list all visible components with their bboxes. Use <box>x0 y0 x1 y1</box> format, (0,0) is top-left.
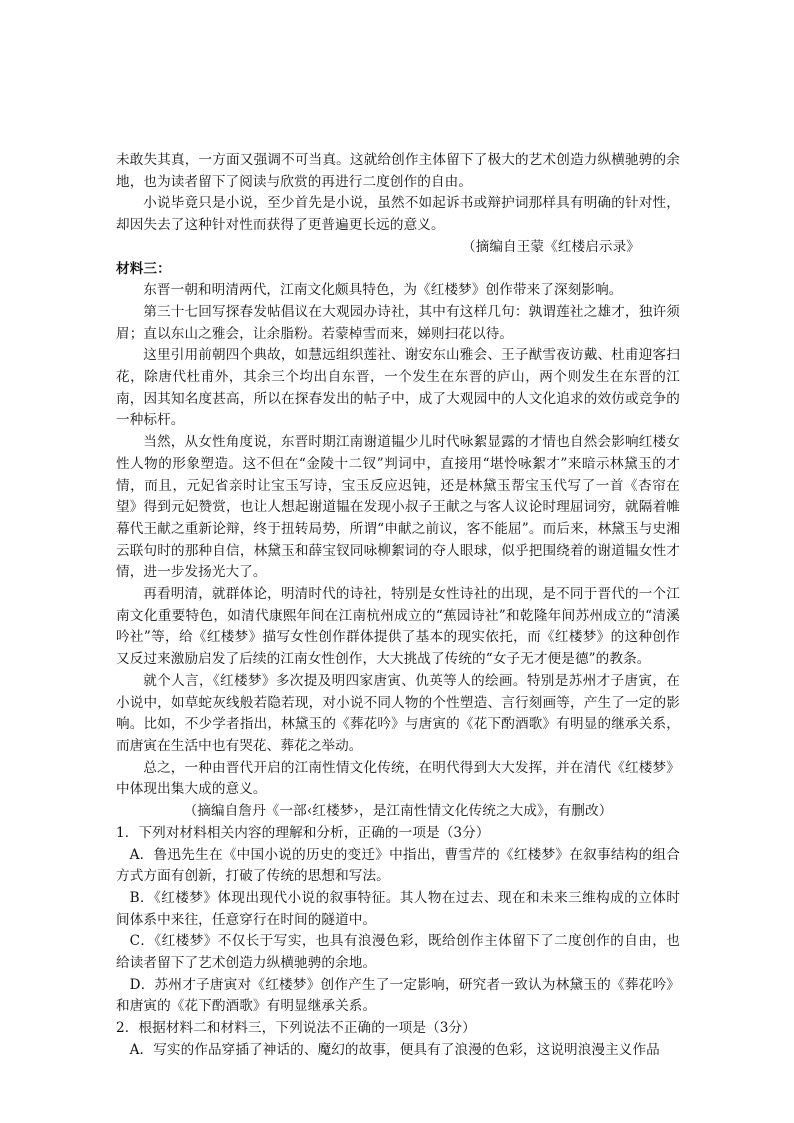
material3-paragraph: 就个人言，《红楼梦》多次提及明四家唐寅、仇英等人的绘画。特别是苏州才子唐寅，在小说中，如草蛇灰线般若隐若现，对小说不同人物的个性塑造、言行刻画等，产生了一定的影响。比如，不少学者指出，林黛玉的《葬花吟》与唐寅的《花下酌酒歌》有明显的继承关系，而唐寅在生活中也有哭花、葬花之举动。 <box>116 672 680 754</box>
material3-paragraph: 当然，从女性角度说，东晋时期江南谢道韫少儿时代咏絮显露的才情也自然会影响红楼女性人物的形象塑造。这不但在“金陵十二钗”判词中，直接用“堪怜咏絮才”来暗示林黛玉的才情，而且，元妃省亲时让宝玉写诗，宝玉反应迟钝，还是林黛玉帮宝玉代写了一首《杏帘在望》得到元妃赞赏，也让人想起谢道韫在发现小叔子王献之与客人议论时理屈词穷，就隔着帷幕代王献之重新论辩，终于扭转局势，所谓“申献之前议，客不能屈”。而后来，林黛玉与史湘云联句时的那种自信，林黛玉和薛宝钗同咏柳絮词的夺人眼球，似乎把围绕着的谢道韫女性才情，进一步发扬光大了。 <box>116 434 680 581</box>
material3-paragraph: 总之，一种由晋代开启的江南性情文化传统，在明代得到大大发挥，并在清代《红楼梦》中体现出集大成的意义。 <box>116 759 680 798</box>
question-option: C．《红楼梦》不仅长于写实，也具有浪漫色彩，既给创作主体留下了二度创作的自由，也给读者留下了艺术创造力纵横驰骋的余地。 <box>116 933 680 972</box>
material3-source: （摘编自詹丹《一部‹红楼梦›，是江南性情文化传统之大成》，有删改） <box>183 803 613 820</box>
question-option: D．苏州才子唐寅对《红楼梦》创作产生了一定影响，研究者一致认为林黛玉的《葬花吟》和唐寅的《花下酌酒歌》有明显继承关系。 <box>116 976 680 1015</box>
material3-paragraph: 第三十七回写探春发帖倡议在大观园办诗社，其中有这样几句：孰谓莲社之雄才，独许须眉；直以东山之雅会，让余脂粉。若蒙棹雪而来，娣则扫花以待。 <box>116 303 680 342</box>
material2-source: （摘编自王蒙《红楼启示录》 <box>461 238 640 255</box>
question-stem: 2．根据材料二和材料三，下列说法不正确的一项是（3分） <box>116 1020 476 1037</box>
question-option: A．写实的作品穿插了神话的、魔幻的故事，便具有了浪漫的色彩，这说明浪漫主义作品 <box>129 1041 660 1058</box>
material2-paragraph: 未敢失其真，一方面又强调不可当真。这就给创作主体留下了极大的艺术创造力纵横驰骋的余地，也为读者留下了阅读与欣赏的再进行二度创作的自由。 <box>116 152 680 190</box>
question-option: B．《红楼梦》体现出现代小说的叙事特征。其人物在过去、现在和未来三维构成的立体时间体系中来往，任意穿行在时间的隧道中。 <box>116 889 680 928</box>
material2-paragraph: 小说毕竟只是小说，至少首先是小说，虽然不如起诉书或辩护词那样具有明确的针对性，却因失去了这种针对性而获得了更普遍更长远的意义。 <box>116 195 680 234</box>
question-option: A．鲁迅先生在《中国小说的历史的变迁》中指出，曹雪芹的《红楼梦》在叙事结构的组合方式方面有创新，打破了传统的思想和写法。 <box>116 846 680 885</box>
exam-page <box>116 150 680 1062</box>
question-stem: 1．下列对材料相关内容的理解和分析，正确的一项是（3分） <box>116 824 490 841</box>
material3-paragraph: 东晋一朝和明清两代，江南文化颇具特色，为《红楼梦》创作带来了深刻影响。 <box>143 282 623 299</box>
material3-heading: 材料三： <box>116 260 171 277</box>
material3-paragraph: 这里引用前朝四个典故，如慧远组织莲社、谢安东山雅会、王子猷雪夜访戴、杜甫迎客扫花，除唐代杜甫外，其余三个均出自东晋，一个发生在东晋的庐山，两个则发生在东晋的江南，因其知名度甚高，所以在探春发出的帖子中，成了大观园中的人文化追求的效仿或竞争的一种标杆。 <box>116 347 680 429</box>
material3-paragraph: 再看明清，就群体论，明清时代的诗社，特别是女性诗社的出现，是不同于晋代的一个江南文化重要特色，如清代康熙年间在江南杭州成立的“蕉园诗社”和乾隆年间苏州成立的“清溪吟社”等，给《红楼梦》描写女性创作群体提供了基本的现实依托，而《红楼梦》的这种创作又反过来激励启发了后续的江南女性创作，大大挑战了传统的“女子无才便是德”的教条。 <box>116 586 680 668</box>
